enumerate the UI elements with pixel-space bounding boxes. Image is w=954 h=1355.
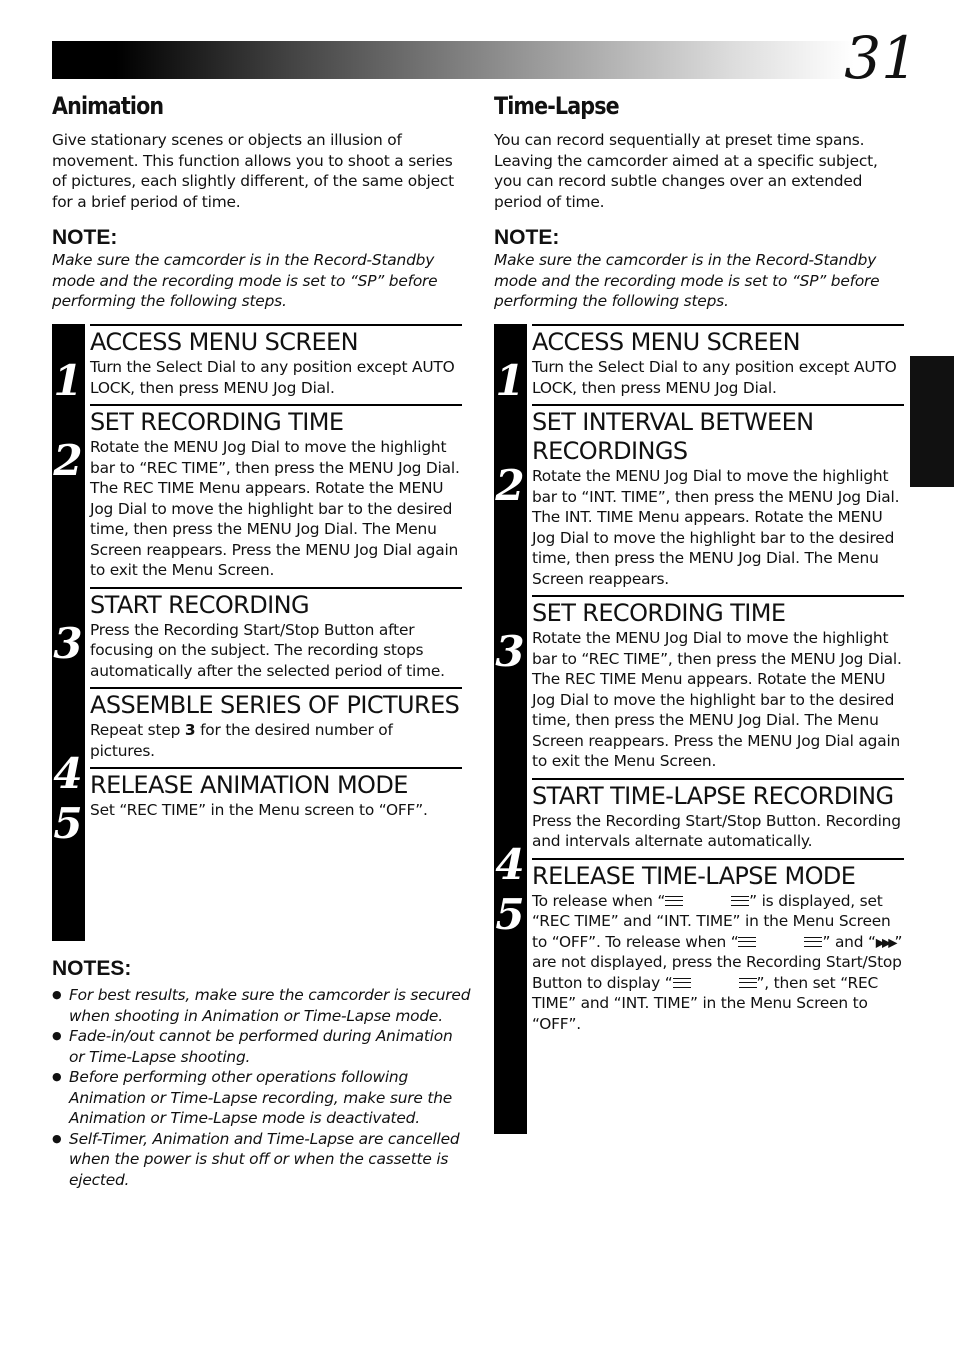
step-title: START RECORDING	[90, 590, 309, 619]
list-item: ● For best results, make sure the camcorder is secured when shooting in Animation or Time-Lapse mode.	[52, 985, 472, 1026]
step-number: 4	[53, 749, 83, 798]
step-body	[532, 891, 904, 1041]
list-item: ● Fade-in/out cannot be performed during Animation or Time-Lapse shooting.	[52, 1026, 472, 1067]
note-heading: NOTE:	[494, 226, 560, 249]
step-body: Turn the Select Dial to any position except AUTO LOCK, then press MENU Jog Dial.	[90, 358, 455, 397]
lines-icon	[673, 978, 691, 988]
timelapse-steps	[494, 324, 904, 1134]
step-title: ASSEMBLE SERIES OF PICTURES	[90, 691, 460, 719]
lines-icon	[804, 937, 822, 947]
list-item: ● Self-Timer, Animation and Time-Lapse are cancelled when the power is shut off or when the cassette is ejected.	[52, 1129, 472, 1191]
intro-text: Give stationary scenes or objects an illusion of movement. This function allows you to shoot a series of pictures, each slightly different, of the same object for a brief period of time.	[52, 131, 454, 211]
section-title: Animation	[52, 92, 164, 120]
note-text: Make sure the camcorder is in the Record-Standby mode and the recording mode is set to “SP” before performing the following steps.	[494, 251, 880, 310]
animation-section	[52, 88, 462, 312]
lines-icon	[738, 937, 756, 947]
step-body: Rotate the MENU Jog Dial to move the highlight bar to “REC TIME”, then press the MENU Jog Dial. The REC TIME Menu appears. Rotate the MENU Jog Dial to move the highlight bar to the desired time, then press the MENU Jog Dial. The Menu Screen reappears. Press the MENU Jog Dial again to exit the Menu Screen.	[90, 438, 460, 579]
step-ref: 3	[184, 721, 196, 739]
side-tab-marker	[910, 356, 954, 487]
step-3	[495, 595, 904, 778]
step-body: Press the Recording Start/Stop Button after focusing on the subject. The recording stops automatically after the selected period of time.	[90, 620, 445, 680]
lines-icon	[665, 896, 683, 906]
step-body: Set “REC TIME” in the Menu screen to “OFF”.	[90, 801, 428, 819]
step-body-text: for the desired number of pictures.	[90, 721, 393, 760]
step-5	[53, 767, 462, 848]
step-3	[53, 587, 462, 688]
animation-steps	[52, 324, 462, 941]
step-body: Press the Recording Start/Stop Button. Recording and intervals alternate automatically.	[532, 811, 901, 850]
note-text: Make sure the camcorder is in the Record-Standby mode and the recording mode is set to “SP” before performing the following steps.	[52, 251, 438, 310]
step-1	[495, 324, 904, 405]
step-number: 1	[53, 356, 83, 405]
intro-text: You can record sequentially at preset time spans. Leaving the camcorder aimed at a specific subject, you can record subtle changes over an extended period of time.	[494, 131, 878, 211]
step-body: Turn the Select Dial to any position except AUTO LOCK, then press MENU Jog Dial.	[532, 358, 897, 397]
timelapse-section	[494, 88, 904, 312]
lines-icon	[739, 978, 757, 988]
step-body-text: To release when “	[532, 891, 666, 910]
step-body-text: ” are not displayed, press the Recording Start/Stop Button to display “	[532, 932, 903, 992]
step-title: SET INTERVAL BETWEEN RECORDINGS	[532, 408, 814, 465]
step-title: RELEASE ANIMATION MODE	[90, 771, 408, 799]
step-title: SET RECORDING TIME	[90, 408, 344, 436]
step-number: 3	[495, 627, 525, 676]
notes-block	[52, 957, 472, 1190]
step-2	[53, 404, 462, 587]
step-body	[90, 720, 462, 767]
fast-forward-icon: ▶▶▶	[875, 934, 895, 949]
step-title: START TIME-LAPSE RECORDING	[532, 781, 894, 810]
page-number: 31	[844, 24, 918, 92]
step-5	[495, 858, 904, 1041]
step-number: 2	[495, 461, 525, 510]
step-number: 3	[53, 618, 83, 668]
step-number: 5	[495, 889, 525, 939]
step-body: Rotate the MENU Jog Dial to move the highlight bar to “INT. TIME”, then press the MENU Jog Dial. The INT. TIME Menu appears. Rotate the MENU Jog Dial to move the highlight bar to the desired time, then press the MENU Jog Dial. The Menu Screen reappears.	[532, 467, 900, 588]
notes-list	[52, 985, 472, 1190]
step-number: 2	[53, 436, 83, 485]
step-1	[53, 324, 462, 405]
lines-icon	[731, 896, 749, 906]
list-item: ● Before performing other operations following Animation or Time-Lapse recording, make sure the Animation or Time-Lapse mode is deactivated.	[52, 1067, 472, 1129]
step-number: 5	[53, 799, 83, 848]
step-number: 1	[495, 356, 525, 405]
step-body-text: Repeat step	[90, 721, 185, 739]
step-body-text: ” is displayed, set “REC TIME” and “INT. TIME” in the Menu Screen to “OFF”. To release when “	[532, 891, 891, 951]
note-heading: NOTE:	[52, 226, 118, 249]
step-number: 4	[495, 839, 525, 889]
step-title: ACCESS MENU SCREEN	[532, 328, 800, 356]
notes-heading: NOTES:	[52, 957, 132, 980]
step-title: RELEASE TIME-LAPSE MODE	[532, 861, 856, 890]
step-body-text: ”, then set “REC TIME” and “INT. TIME” in the Menu Screen to “OFF”.	[532, 973, 879, 1033]
step-title: SET RECORDING TIME	[532, 599, 786, 627]
step-2	[495, 404, 904, 595]
header-gradient-bar	[52, 41, 854, 79]
step-body-text: ” and “	[822, 932, 876, 951]
step-body: Rotate the MENU Jog Dial to move the highlight bar to “REC TIME”, then press the MENU Jog Dial. The REC TIME Menu appears. Rotate the MENU Jog Dial to move the highlight bar to the desired time, then press the MENU Jog Dial. The Menu Screen reappears. Press the MENU Jog Dial again to exit the Menu Screen.	[532, 629, 902, 770]
section-title: Time-Lapse	[494, 92, 619, 120]
step-bar	[494, 324, 527, 1134]
step-title: ACCESS MENU SCREEN	[90, 328, 358, 356]
